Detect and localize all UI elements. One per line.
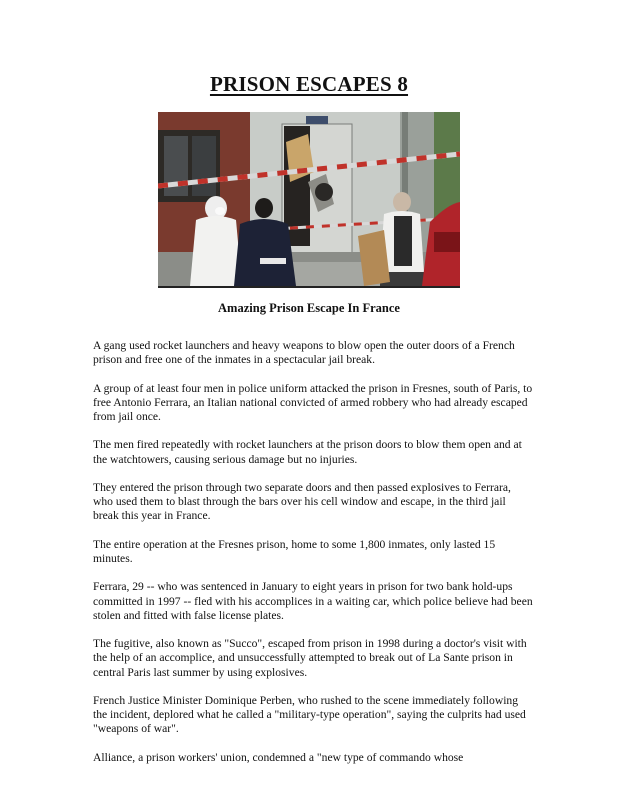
page-title: PRISON ESCAPES 8 [209,72,409,96]
paragraph: A gang used rocket launchers and heavy weapons to blow open the outer doors of a French prison and free one of the inmates in a spectacular jail break. [93,339,515,367]
paragraph: Alliance, a prison workers' union, condemned a "new type of commando whose [93,750,464,764]
paragraph: French Justice Minister Dominique Perben, who rushed to the scene immediately following the incident, deplored what he called a "military-type operation", saying the culprits had used "weapons of war". [93,693,526,736]
crime-scene-photo [158,112,460,288]
paragraph: The men fired repeatedly with rocket launchers at the prison doors to blow them open and at the watchtowers, causing serious damage but no injuries. [93,438,522,466]
paragraph: Ferrara, 29 -- who was sentenced in January to eight years in prison for two bank hold-ups committed in 1997 -- fled with his accomplices in a waiting car, which police believe had been stolen and fitted with false license plates. [93,580,533,622]
paragraph: The fugitive, also known as "Succo", escaped from prison in 1998 during a doctor's visit with the help of an accomplice, and unsuccessfully attempted to break out of La Sante prison in central Paris last summer by using explosives. [93,637,527,679]
paragraph: The entire operation at the Fresnes prison, home to some 1,800 inmates, only lasted 15 minutes. [93,537,496,565]
paragraph: A group of at least four men in police uniform attacked the prison in Fresnes, south of Paris, to free Antonio Ferrara, an Italian national convicted of armed robbery who had already escaped from jail once. [93,381,533,423]
article-body [93,339,533,779]
paragraph: They entered the prison through two separate doors and then passed explosives to Ferrara, who used them to blast through the bars over his cell window and escape, in the third jail break this year in France. [93,480,511,523]
photo-caption: Amazing Prison Escape In France [218,301,400,315]
